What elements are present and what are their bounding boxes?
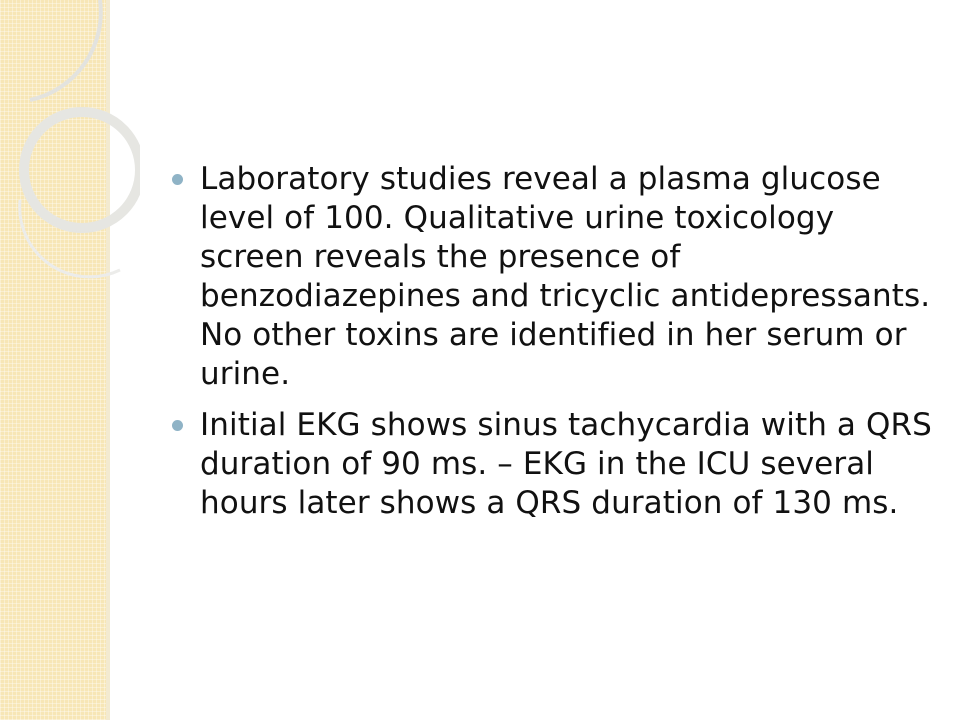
bullet-dot-icon [172,174,183,185]
slide-body [172,160,932,535]
decorative-rings [0,0,140,320]
bullet-text-lab-studies: Laboratory studies reveal a plasma glucose level of 100. Qualitative urine toxicology screen reveals the presence of benzodiazepines and tricyclic antidepressants. No other toxins are identified in her serum or urine. [200,161,931,392]
bullet-item-lab-studies [172,160,932,394]
upper-ring-arc [30,0,101,100]
bullet-text-ekg: Initial EKG shows sinus tachycardia with a QRS duration of 90 ms. – EKG in the ICU several hours later shows a QRS duration of 130 ms. [200,407,932,521]
middle-ring [24,112,140,228]
bullet-item-ekg [172,406,932,523]
bullet-dot-icon [172,420,183,431]
